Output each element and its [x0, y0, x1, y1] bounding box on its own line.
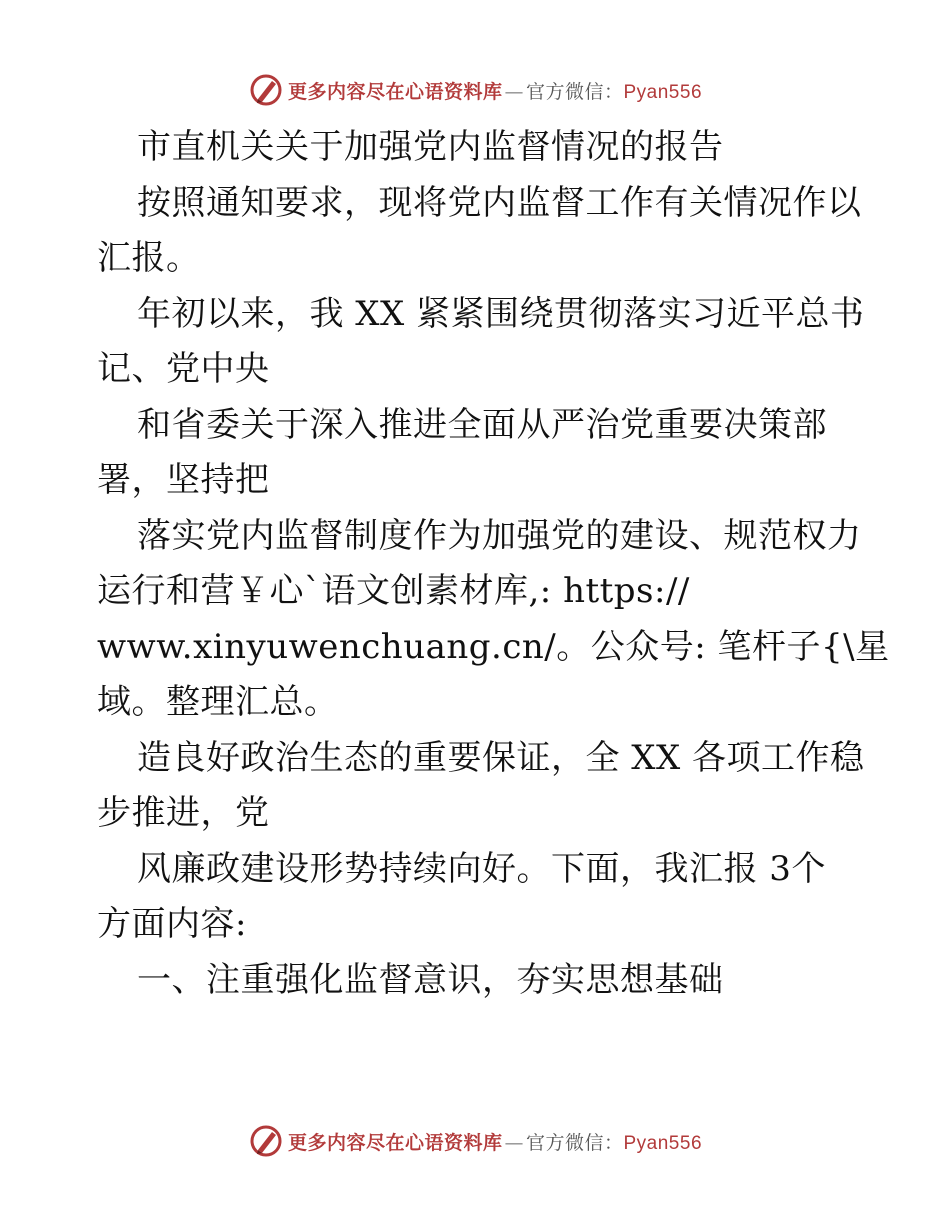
pen-in-circle-logo-icon: [248, 72, 284, 108]
watermark-text: [288, 1128, 702, 1155]
watermark-wechat-id: Pyan556: [623, 81, 703, 103]
document-title: 市直机关关于加强党内监督情况的报告: [137, 127, 724, 167]
watermark-official-label: 官方微信：: [525, 80, 624, 103]
paragraph-line: 按照通知要求，现将党内监督工作有关情况作以: [137, 182, 862, 223]
watermark-main-text: 更多内容尽在心语资料库: [287, 1131, 503, 1154]
footer-watermark: [0, 1121, 950, 1161]
watermark-official-label: 官方微信：: [525, 1131, 624, 1154]
section-heading: 一、注重强化监督意识，夯实思想基础: [137, 959, 724, 1000]
paragraph-line: 运行和营￥心`语文创素材库,: https://: [97, 571, 690, 611]
paragraph-line: www.xinyuwenchuang.cn/。公众号: 笔杆子{\星: [97, 626, 890, 667]
paragraph-line: 域。整理汇总。: [97, 682, 339, 722]
paragraph-line: 落实党内监督制度作为加强党的建设、规范权力: [137, 515, 862, 556]
watermark-wechat-id: Pyan556: [623, 1132, 703, 1154]
pen-in-circle-logo-icon: [248, 1123, 284, 1159]
watermark-separator: —: [504, 1131, 524, 1154]
paragraph-line: 风廉政建设形势持续向好。下面，我汇报 3个: [137, 848, 826, 889]
paragraph-line: 方面内容:: [97, 904, 247, 944]
watermark-separator: —: [504, 80, 524, 103]
paragraph-line: 署，坚持把: [97, 460, 270, 500]
paragraph-line: 汇报。: [97, 238, 201, 278]
watermark-text: [288, 77, 702, 104]
watermark-main-text: 更多内容尽在心语资料库: [287, 80, 503, 103]
paragraph-line: 年初以来，我 XX 紧紧围绕贯彻落实习近平总书: [137, 293, 865, 334]
paragraph-line: 记、党中央: [97, 349, 270, 389]
document-body: [97, 120, 890, 1008]
header-watermark: [0, 70, 950, 110]
paragraph-line: 步推进，党: [97, 793, 270, 833]
paragraph-line: 造良好政治生态的重要保证，全 XX 各项工作稳: [137, 737, 865, 778]
paragraph-line: 和省委关于深入推进全面从严治党重要决策部: [137, 404, 827, 445]
